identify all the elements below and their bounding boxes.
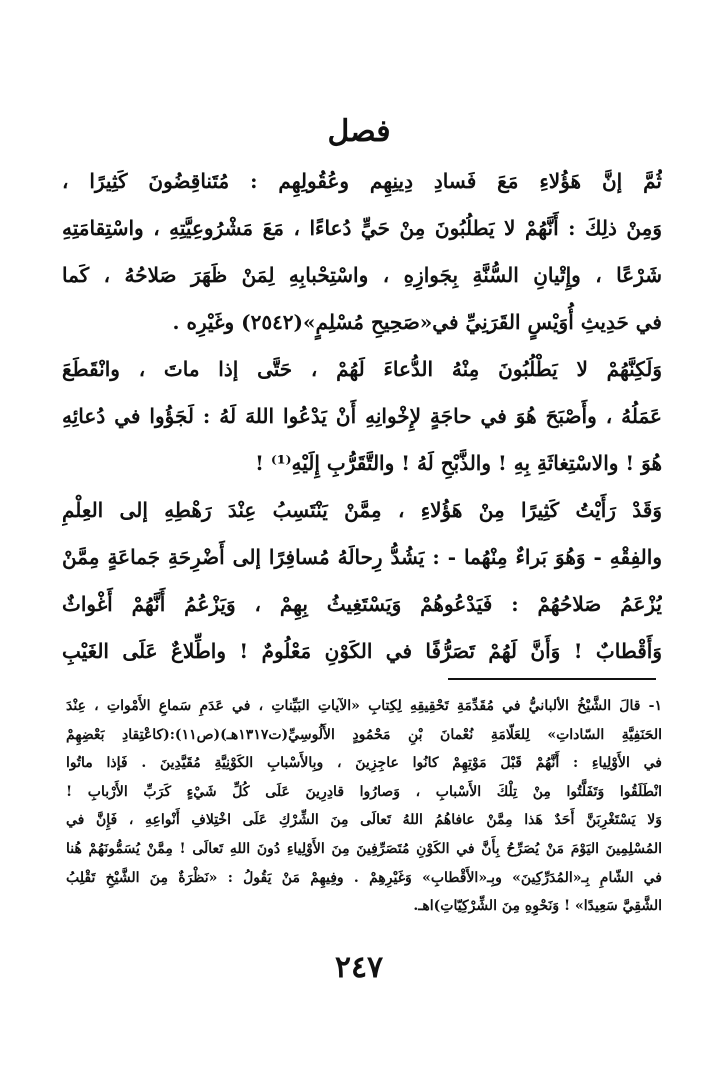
body-line-4: في حَدِيثِ أُوَيْسٍ القَرَنِيِّ في«صَحِيحِ مُسْلِمٍ»(٢٥٤٢) وغَيْرِه . xyxy=(172,310,662,334)
body-line-8: وَقَدْ رَأَيْتُ كَثِيرًا مِنْ هَؤُلاءِ ، مِمَّنْ يَنْتَسِبُ عِنْدَ رَهْطِهِ إلى العِلْمِ xyxy=(62,498,662,522)
footnote-line-2: الحَنَفِيَّةِ السّاداتِ» لِلعَلّامَةِ نُعْمانَ بْنِ مَحْمُودٍ الأَلُوسِيِّ(ت١٣١٧هـ)(ص١١):(كاعْتِقادِ بَعْضِهِمْ xyxy=(66,726,662,743)
chapter-title: فصل xyxy=(327,114,391,149)
body-line-11: وَأَقْطابٌ ! وَأَنَّ لَهُمْ تَصَرُّفًا في الكَوْنِ مَعْلُومٌ ! واطِّلاعٌ عَلَى الغَيْبِ xyxy=(62,639,662,663)
body-line-1: ثُمَّ إنَّ هَؤُلاءِ مَعَ فَسادِ دِينِهِم وعُقُولِهِم : مُتَناقِضُونَ كَثِيرًا ، xyxy=(62,169,662,193)
footnote-line-4: انْطَلَقُوا وَتَفَلَّتُوا مِنْ تِلْكَ الأَسْبابِ ، وَصارُوا قادِرِينَ عَلَى كُلِّ شَيْءٍ كَرَبِّ الأَرْبابِ ! xyxy=(66,783,662,800)
footnote-line-6: المُسْلِمِينَ اليَوْمَ مَنْ يُصَرِّحُ بِأَنَّ في الكَوْنِ مُتَصَرِّفِينَ مِنَ الأَوْلِياءِ دُونَ اللهِ تَعالَى ! مِمَّنْ يُسَمُّونَهُمْ هُنا xyxy=(66,840,662,857)
body-line-3: شَرْعًا ، وإِتْيانِ السُّنَّةِ بِجَوازِهِ ، واسْتِحْبابِهِ لِمَنْ ظَهَرَ صَلاحُهُ ، كَما xyxy=(62,263,662,287)
footnote-line-5: وَلا يَسْتَغْرِبَنَّ أَحَدٌ هَذا مِمَّنْ عافاهُمُ اللهُ تَعالَى مِنَ الشِّرْكِ عَلَى اخْتِلافِ أَنْواعِهِ ، فَإِنَّ في xyxy=(66,812,662,829)
body-line-10: يُزْعَمُ صَلاحُهُمْ : فَيَدْعُوهُمْ وَيَسْتَغِيثُ بِهِمْ ، وَيَزْعُمُ أَنَّهُمْ أَغْواثٌ xyxy=(62,592,662,616)
footnote-separator xyxy=(448,678,656,680)
main-body-text xyxy=(62,158,662,675)
page-number: ٢٤٧ xyxy=(334,950,384,985)
footnote-line-8: الشَّقِيَّ سَعِيدًا» ! وَنَحْوِهِ مِنَ الشِّرْكِيّاتِ)اهـ. xyxy=(413,898,662,915)
footnote-line-1: ١- قالَ الشَّيْخُ الألبانيُّ في مُقَدِّمَةِ تَحْقِيقِهِ لِكِتابِ «الآياتِ البَيِّناتِ ، في عَدَمِ سَماعِ الأَمْواتِ ، عِنْدَ xyxy=(66,698,662,714)
body-line-9: والفِقْهِ - وَهُوَ بَراءٌ مِنْهُما - : يَشُدُّ رِحالَهُ مُسافِرًا إلى أَضْرِحَةِ جَماعَةٍ مِمَّنْ xyxy=(62,545,662,569)
footnote-line-7: في الشّامِ بِـ«المُدَرِّكِينَ» وبِـ«الأَقْطابِ» وَغَيْرِهِمْ . وفِيهِمْ مَنْ يَقُولُ : «نَظْرَةٌ مِنَ الشَّيْخِ تَقْلِبُ xyxy=(66,869,662,886)
body-line-2: وَمِنْ ذلِكَ : أَنَّهُمْ لا يَطلُبُونَ مِنْ حَيٍّ دُعاءًا ، مَعَ مَشْرُوعِيَّتِهِ ، واسْتِقامَتِهِ xyxy=(62,216,662,240)
body-line-5: وَلَكِنَّهُمْ لا يَطْلُبُونَ مِنْهُ الدُّعاءَ لَهُمْ ، حَتَّى إذا ماتَ ، وانْقَطَعَ xyxy=(62,357,662,381)
footnote-line-3: في الأَوْلِياءِ : أَنَّهُمْ قَبْلَ مَوْتِهِمْ كانُوا عاجِزِينَ ، وبِالأَسْبابِ الكَوْنِيَّةِ مُقَيَّدِينَ . فَإذا ماتُوا xyxy=(66,755,662,772)
body-line-7: هُوَ ! والاسْتِغاثَةِ بِهِ ! والذَّبْحِ لَهُ ! والتَّقَرُّبِ إِلَيْهِ⁽¹⁾ ! xyxy=(255,451,662,475)
footnote-block xyxy=(66,692,662,921)
body-line-6: عَمَلُهُ ، وأَصْبَحَ هُوَ في حاجَةٍ لإِخْوانِهِ أَنْ يَدْعُوا اللهَ لَهُ : لَجَؤُوا في دُعائِهِ xyxy=(62,404,662,428)
